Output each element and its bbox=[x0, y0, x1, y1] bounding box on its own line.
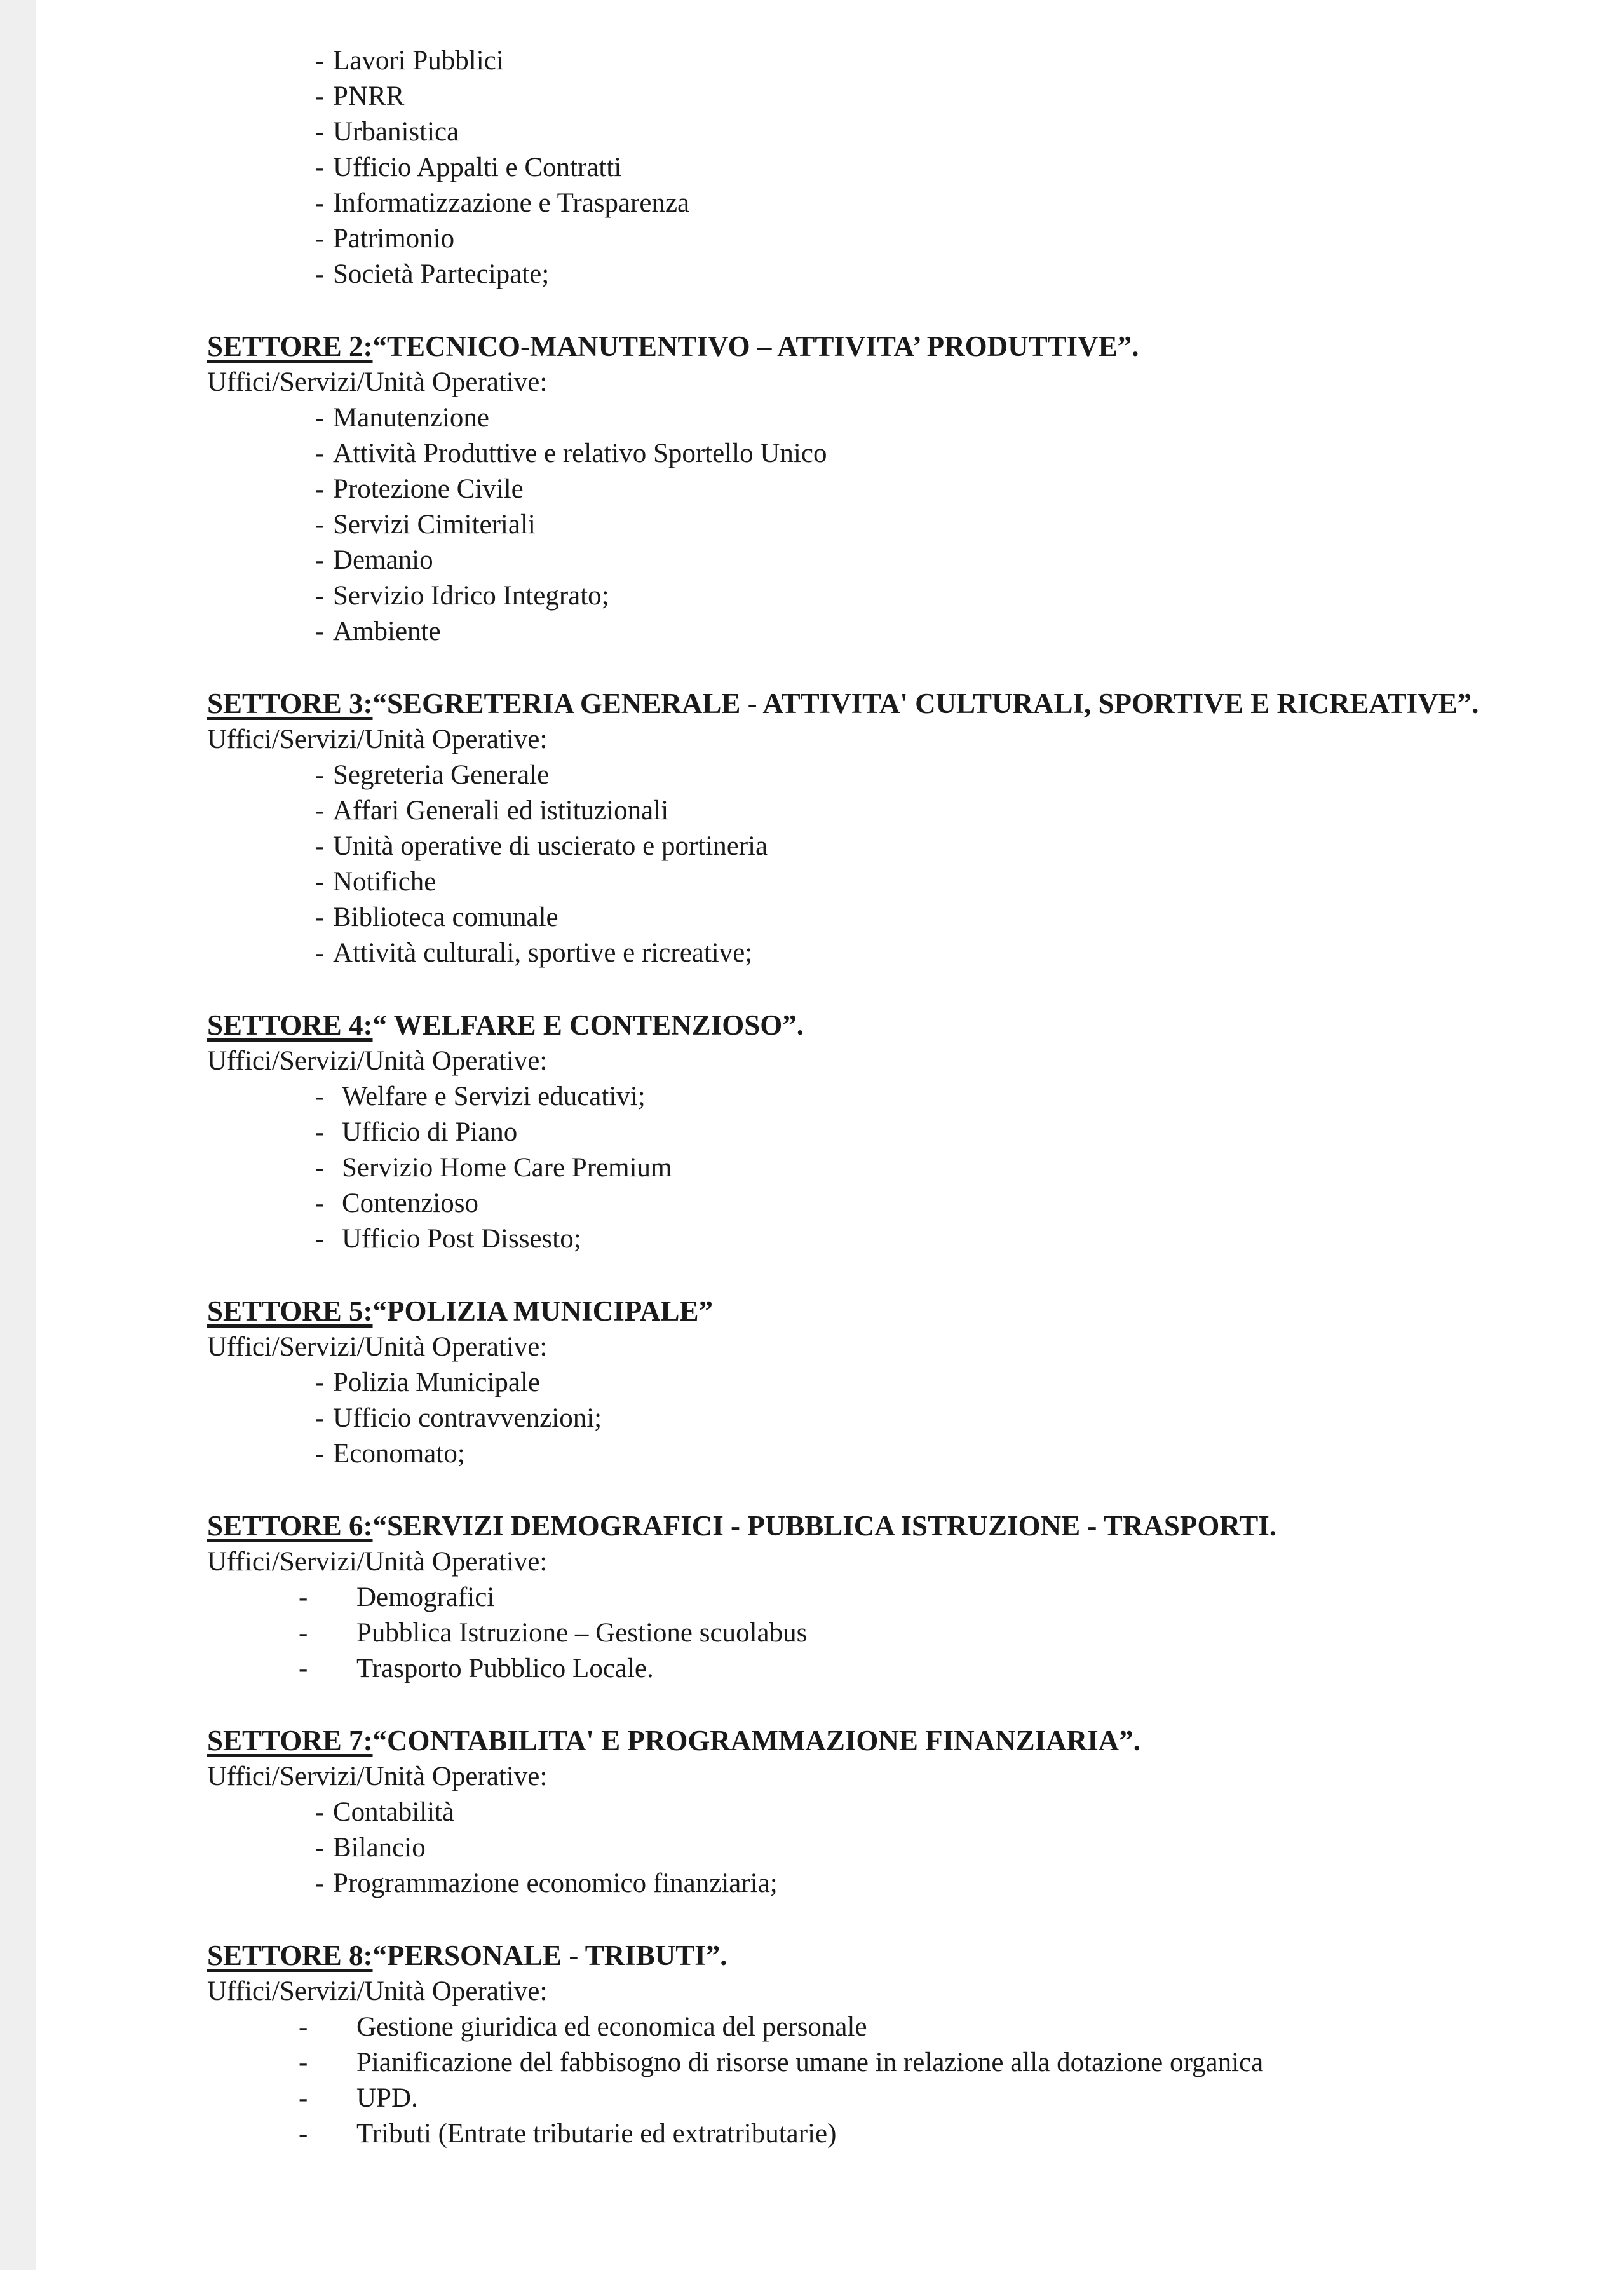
list-item: - Demografici bbox=[299, 1582, 495, 1612]
list-item: - Trasporto Pubblico Locale. bbox=[299, 1654, 654, 1683]
list-item: - Unità operative di uscierato e portineria bbox=[315, 831, 768, 861]
list-item: - Demanio bbox=[315, 545, 433, 575]
list-item: - Urbanistica bbox=[315, 117, 459, 147]
section-list bbox=[207, 2009, 1624, 2152]
list-item: - PNRR bbox=[315, 81, 405, 111]
section-subtitle: Uffici/Servizi/Unità Operative: bbox=[207, 1762, 548, 1791]
section-subtitle: Uffici/Servizi/Unità Operative: bbox=[207, 1547, 548, 1577]
section-tag: SETTORE 6: bbox=[207, 1510, 373, 1542]
section-list bbox=[207, 1580, 1624, 1687]
section-settore-2 bbox=[207, 328, 1624, 649]
list-item: - Affari Generali ed istituzionali bbox=[315, 796, 669, 826]
list-item: - Pianificazione del fabbisogno di risorse umane in relazione alla dotazione organica bbox=[299, 2048, 1264, 2077]
section-list bbox=[207, 1079, 1624, 1257]
list-item: - Biblioteca comunale bbox=[315, 902, 558, 932]
list-item: - Servizi Cimiteriali bbox=[315, 510, 536, 540]
list-item: - Gestione giuridica ed economica del personale bbox=[299, 2012, 867, 2042]
section-title bbox=[207, 685, 1624, 722]
list-item: - Notifiche bbox=[315, 867, 436, 897]
section-name: “SEGRETERIA GENERALE - ATTIVITA' CULTURALI, SPORTIVE E RICREATIVE”. bbox=[372, 688, 1479, 719]
section-title bbox=[207, 328, 1624, 365]
list-item: - Ufficio di Piano bbox=[315, 1117, 518, 1147]
list-item: - Ufficio contravvenzioni; bbox=[315, 1403, 602, 1433]
section-title bbox=[207, 1507, 1624, 1544]
section-subtitle: Uffici/Servizi/Unità Operative: bbox=[207, 724, 548, 754]
section-settore-8 bbox=[207, 1937, 1624, 2152]
list-item: - Lavori Pubblici bbox=[315, 46, 504, 76]
section-settore-4 bbox=[207, 1007, 1624, 1257]
section-tag: SETTORE 3: bbox=[207, 688, 373, 719]
list-item: - UPD. bbox=[299, 2083, 418, 2113]
section-name: “ WELFARE E CONTENZIOSO”. bbox=[372, 1009, 804, 1041]
section-list bbox=[207, 758, 1624, 971]
section-settore-7 bbox=[207, 1722, 1624, 1901]
list-item: - Contabilità bbox=[315, 1797, 455, 1827]
list-item: - Ufficio Post Dissesto; bbox=[315, 1224, 581, 1254]
section-title bbox=[207, 1293, 1624, 1329]
section-tag: SETTORE 4: bbox=[207, 1009, 373, 1041]
list-item: - Bilancio bbox=[315, 1833, 426, 1863]
section-settore-5 bbox=[207, 1293, 1624, 1472]
list-item: - Informatizzazione e Trasparenza bbox=[315, 188, 690, 218]
section-settore-3 bbox=[207, 685, 1624, 971]
list-item: - Polizia Municipale bbox=[315, 1368, 541, 1397]
section-tag: SETTORE 2: bbox=[207, 330, 373, 362]
section-name: “CONTABILITA' E PROGRAMMAZIONE FINANZIARIA”. bbox=[372, 1725, 1140, 1757]
section-title bbox=[207, 1007, 1624, 1043]
section-subtitle: Uffici/Servizi/Unità Operative: bbox=[207, 367, 548, 397]
list-item: - Attività Produttive e relativo Sportello Unico bbox=[315, 438, 827, 468]
list-item: - Segreteria Generale bbox=[315, 760, 550, 790]
section-tag: SETTORE 8: bbox=[207, 1940, 373, 1971]
list-item: - Ambiente bbox=[315, 616, 441, 646]
section-subtitle: Uffici/Servizi/Unità Operative: bbox=[207, 1976, 548, 2006]
list-item: - Servizio Idrico Integrato; bbox=[315, 581, 609, 611]
list-item: - Attività culturali, sportive e ricreative; bbox=[315, 938, 753, 968]
list-item: - Tributi (Entrate tributarie ed extratributarie) bbox=[299, 2119, 837, 2149]
list-item: - Programmazione economico finanziaria; bbox=[315, 1868, 778, 1898]
list-item: - Manutenzione bbox=[315, 403, 489, 433]
list-item: - Contenzioso bbox=[315, 1188, 478, 1218]
section-list bbox=[207, 1365, 1624, 1472]
section-title bbox=[207, 1722, 1624, 1759]
section-list bbox=[207, 400, 1624, 649]
list-item: - Ufficio Appalti e Contratti bbox=[315, 153, 622, 182]
list-item: - Società Partecipate; bbox=[315, 259, 550, 289]
list-item: - Welfare e Servizi educativi; bbox=[315, 1082, 646, 1111]
section-subtitle: Uffici/Servizi/Unità Operative: bbox=[207, 1332, 548, 1362]
list-item: - Protezione Civile bbox=[315, 474, 524, 504]
section-name: “PERSONALE - TRIBUTI”. bbox=[372, 1940, 727, 1971]
section-name: “SERVIZI DEMOGRAFICI - PUBBLICA ISTRUZIONE - TRASPORTI. bbox=[372, 1510, 1277, 1542]
list-item: - Patrimonio bbox=[315, 224, 455, 254]
section-title bbox=[207, 1937, 1624, 1974]
intro-list bbox=[207, 43, 1624, 292]
list-item: - Pubblica Istruzione – Gestione scuolabus bbox=[299, 1618, 808, 1648]
section-tag: SETTORE 5: bbox=[207, 1295, 373, 1327]
section-name: “TECNICO-MANUTENTIVO – ATTIVITA’ PRODUTTIVE”. bbox=[372, 330, 1139, 362]
section-subtitle: Uffici/Servizi/Unità Operative: bbox=[207, 1046, 548, 1076]
list-item: - Servizio Home Care Premium bbox=[315, 1153, 672, 1183]
list-item: - Economato; bbox=[315, 1439, 465, 1469]
document-content bbox=[207, 43, 1624, 2152]
section-name: “POLIZIA MUNICIPALE” bbox=[372, 1295, 713, 1327]
section-settore-6 bbox=[207, 1507, 1624, 1687]
section-list bbox=[207, 1795, 1624, 1901]
section-tag: SETTORE 7: bbox=[207, 1725, 373, 1757]
